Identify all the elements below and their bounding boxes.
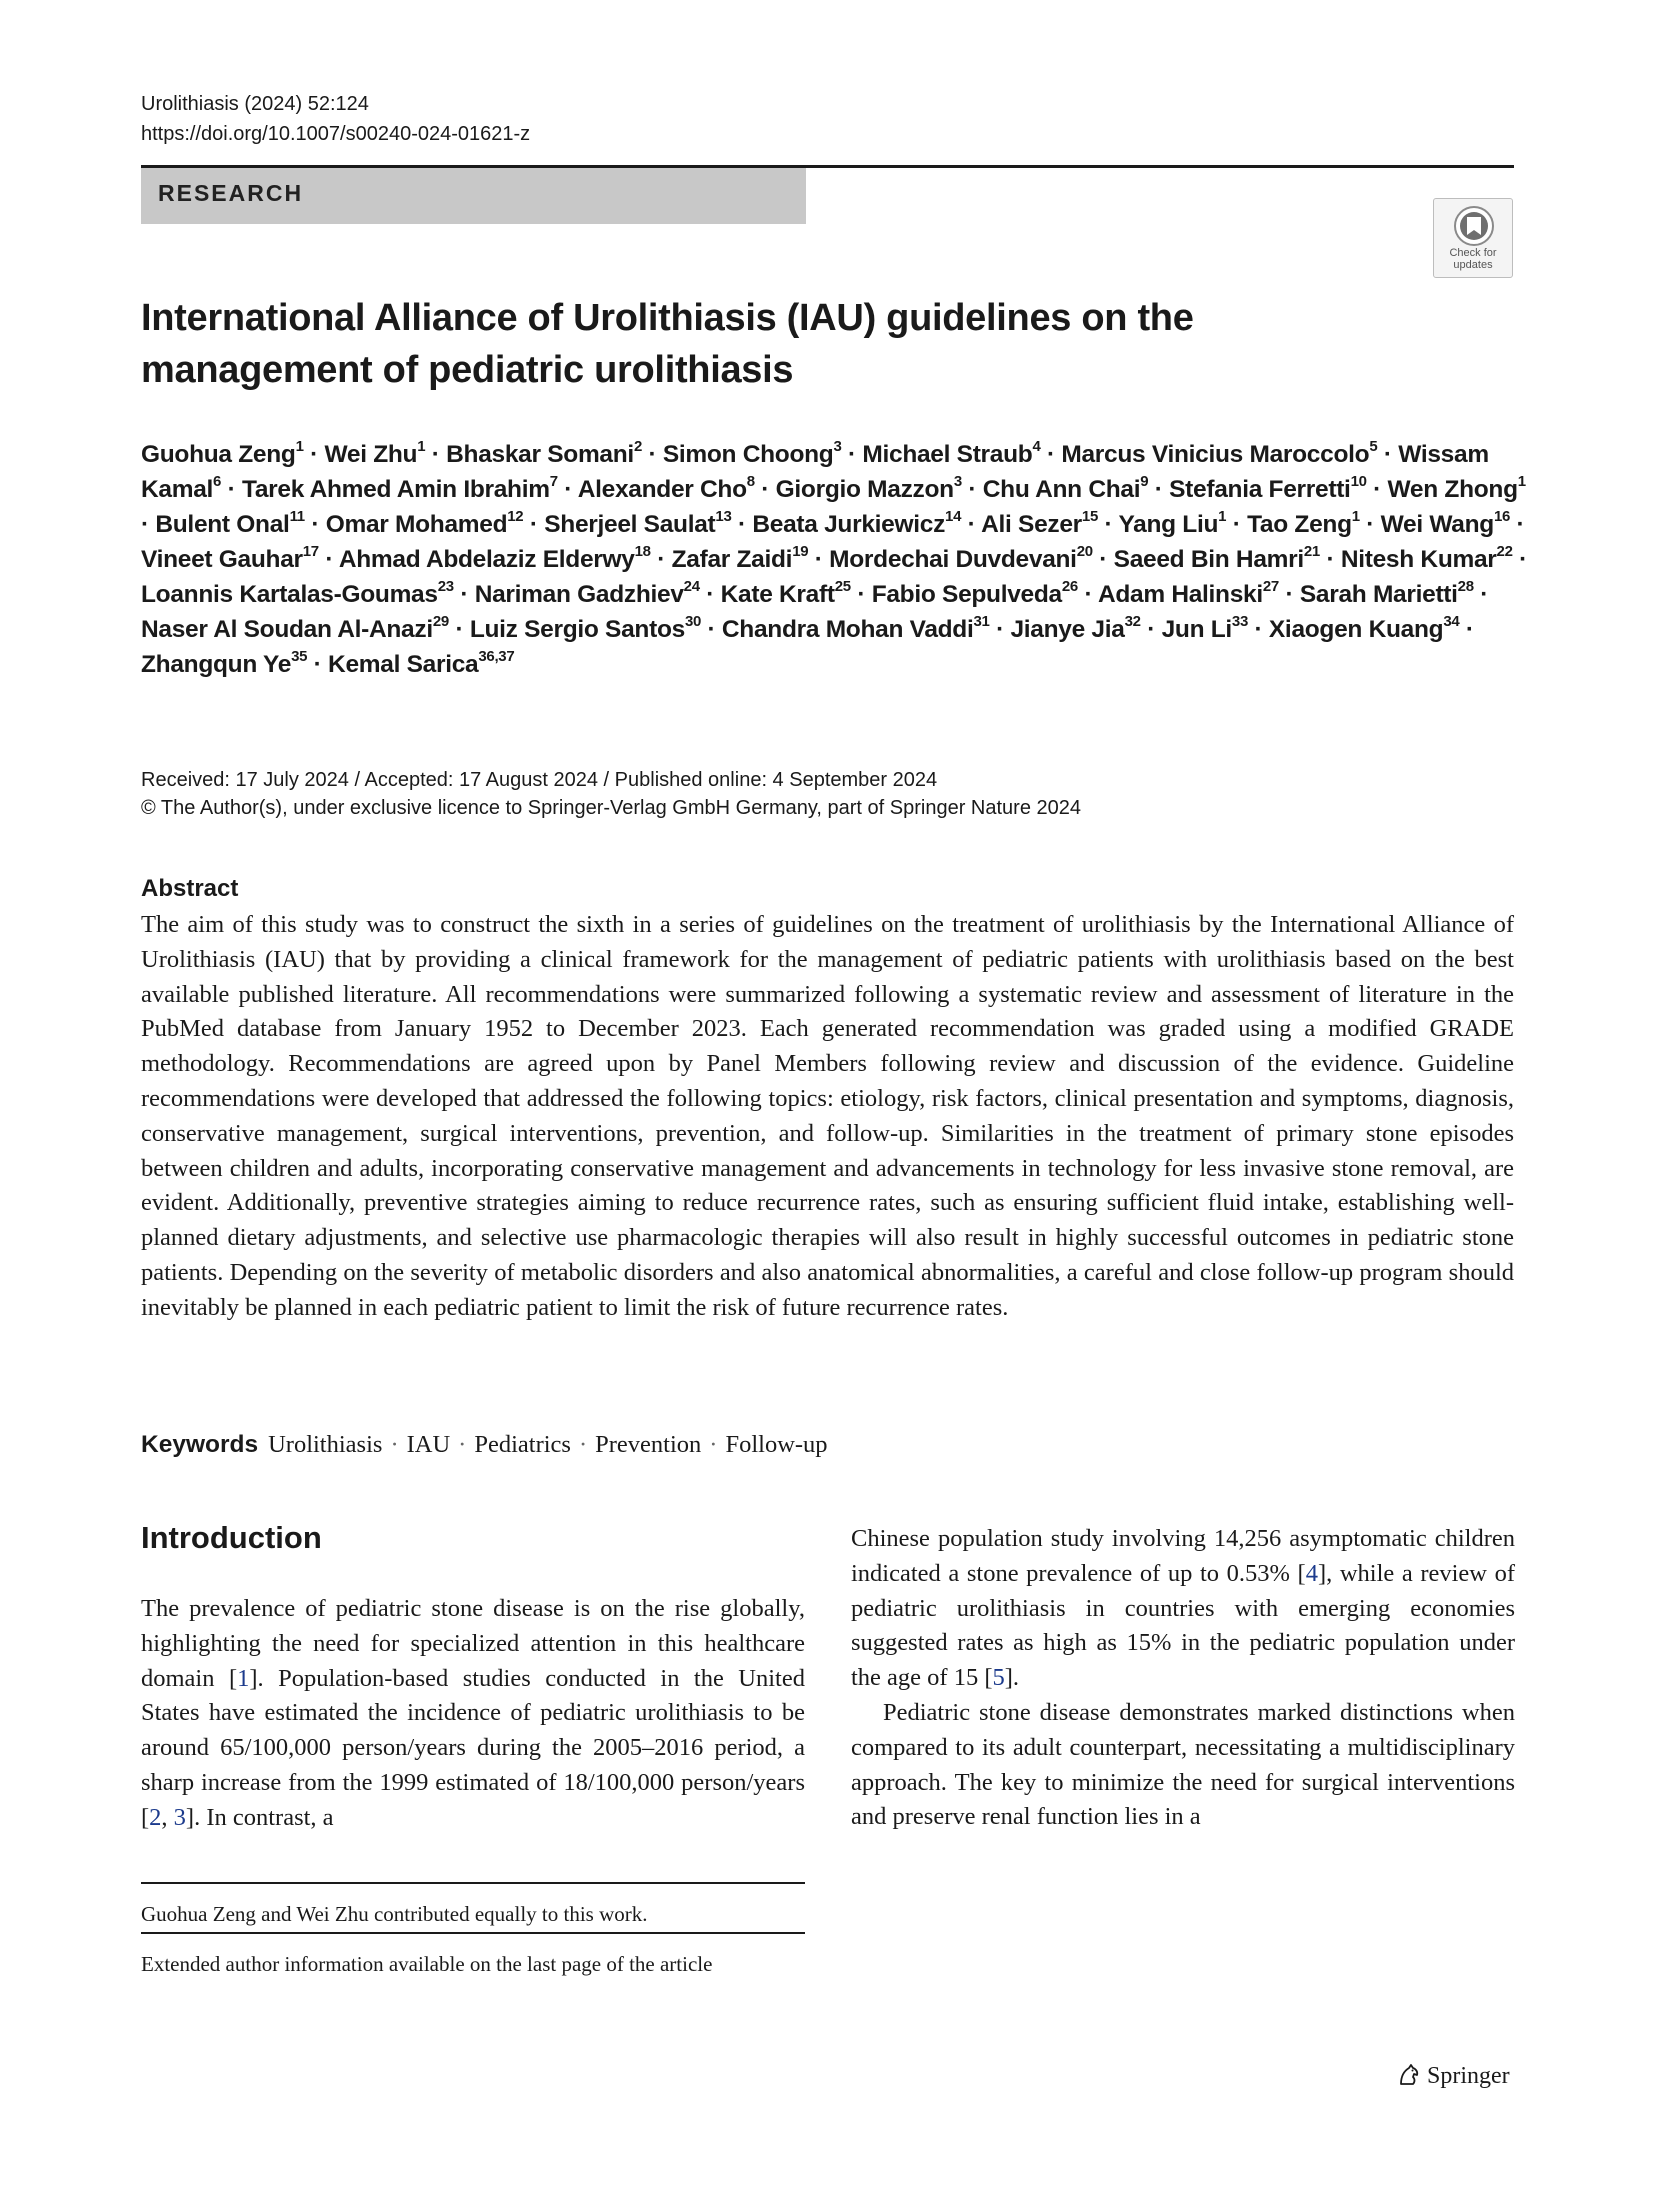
doi-link[interactable]: https://doi.org/10.1007/s00240-024-01621-z <box>141 123 531 145</box>
journal-header <box>141 89 530 149</box>
author-name: Loannis Kartalas-Goumas <box>141 581 438 608</box>
check-for-updates-line1: Check for <box>1449 247 1497 259</box>
footnote-rule <box>141 1882 805 1884</box>
author-name: Michael Straub <box>862 441 1033 468</box>
author-name: Omar Mohamed <box>325 511 508 538</box>
affiliation-marker[interactable]: 34 <box>1443 612 1460 630</box>
affiliation-marker[interactable]: 31 <box>973 612 990 630</box>
author-name: Tarek Ahmed Amin Ibrahim <box>241 476 550 503</box>
equal-contribution-note: Guohua Zeng and Wei Zhu contributed equally to this work. <box>141 1902 648 1926</box>
copyright-line: © The Author(s), under exclusive licence to Springer-Verlag GmbH Germany, part of Springer Nature 2024 <box>141 797 1081 819</box>
citation-link[interactable]: 2 <box>149 1803 162 1831</box>
author-name: Kate Kraft <box>720 581 835 608</box>
check-for-updates-line2: updates <box>1453 259 1493 271</box>
affiliation-marker[interactable]: 5 <box>1369 437 1378 455</box>
author-name: Naser Al Soudan Al-Anazi <box>141 616 433 643</box>
affiliation-marker[interactable]: 11 <box>289 507 305 525</box>
keyword-separator: · <box>390 1431 399 1458</box>
keyword: IAU <box>406 1431 451 1458</box>
affiliation-marker[interactable]: 3 <box>953 472 962 490</box>
author-name: Jun Li <box>1161 616 1232 643</box>
affiliation-marker[interactable]: 6 <box>213 472 222 490</box>
affiliation-marker[interactable]: 1 <box>1351 507 1360 525</box>
author-list: Guohua Zeng$^1$ · Wei Zhu$^1$ · Bhaskar Somani$^2$ · Simon Choong$^3$ · Michael Straub$^4$ · Marcus Vinicius Maroccolo$^5$ · Wissam Kamal$^6$ · Tarek Ahmed Amin Ibrahim$^7$ · Alexander Cho$^8$ · Giorgio Mazzon$^3$ · Chu Ann Chai$^9$ · Stefania Ferretti$^{10}$ · Wen Zhong$^1$ · Bulent Onal$^{11}$ · Omar Mohamed$^{12}$ · Sherjeel Saulat$^{13}$ · Beata Jurkiewicz$^{14}$ · Ali Sezer$^{15}$ · Yang Liu$^1$ · Tao Zeng$^1$ · Wei Wang$^{16}$ · Vineet Gauhar$^{17}$ · Ahmad Abdelaziz Elderwy$^{18}$ · Zafar Zaidi$^{19}$ · Mordechai Duvdevani$^{20}$ · Saeed Bin Hamri$^{21}$ · Nitesh Kumar$^{22}$ · Loannis Kartalas-Goumas$^{23}$ · Nariman Gadzhiev$^{24}$ · Kate Kraft$^{25}$ · Fabio Sepulveda$^{26}$ · Adam Halinski$^{27}$ · Sarah Marietti$^{28}$ · Naser Al Soudan Al-Anazi$^{29}$ · Luiz Sergio Santos$^{30}$ · Chandra Mohan Vaddi$^{31}$ · Jianye Jia$^{32}$ · Jun $Li^{33}$ · Xiaogen Kuang$^{34}$ · Zhangqun $Ye^{35}$ · Kemal Sarica$^{36,37}$ <box>141 437 1527 678</box>
author-name: Zafar Zaidi <box>671 546 793 573</box>
author-name: Luiz Sergio Santos <box>469 616 685 643</box>
abstract-heading: Abstract <box>141 875 239 902</box>
affiliation-marker[interactable]: 27 <box>1262 577 1279 595</box>
author-name: Fabio Sepulveda <box>871 581 1062 608</box>
author-name: Xiaogen Kuang <box>1268 616 1444 643</box>
author-name: Guohua Zeng <box>141 441 296 468</box>
affiliation-marker[interactable]: 20 <box>1076 542 1093 560</box>
intro-text: ]. In contrast, a <box>185 1803 334 1831</box>
check-for-updates-badge[interactable] <box>1433 198 1513 278</box>
citation-link[interactable]: 5 <box>992 1664 1005 1692</box>
author-name: Kemal Sarica <box>328 651 479 678</box>
intro-text: ], while a review of pediatric urolithiasis in countries with emerging economies suggested rates as high as 15% in the pediatric population under the age of 15 [ <box>851 1559 1515 1692</box>
citation-link[interactable]: 4 <box>1305 1559 1318 1587</box>
affiliation-marker[interactable]: 8 <box>746 472 755 490</box>
article-title: International Alliance of Urolithiasis (IAU) guidelines on the management of pediatric urolithiasis <box>141 297 1194 391</box>
author-name: Wissam Kamal <box>141 441 1489 503</box>
affiliation-marker[interactable]: 24 <box>683 577 700 595</box>
author-name: Alexander Cho <box>577 476 747 503</box>
citation-link[interactable]: 1 <box>237 1664 250 1692</box>
affiliation-marker[interactable]: 12 <box>507 507 524 525</box>
affiliation-marker[interactable]: 28 <box>1457 577 1474 595</box>
affiliation-marker[interactable]: 21 <box>1303 542 1320 560</box>
affiliation-marker[interactable]: 1 <box>295 437 304 455</box>
author-name: Wei Zhu <box>324 441 418 468</box>
article-type-label: RESEARCH <box>158 180 304 206</box>
affiliation-marker[interactable]: 23 <box>437 577 454 595</box>
keyword: Prevention <box>595 1431 702 1458</box>
keyword-separator: · <box>458 1431 467 1458</box>
affiliation-marker[interactable]: 14 <box>945 507 962 525</box>
affiliation-marker[interactable]: 25 <box>834 577 851 595</box>
keyword-separator: · <box>709 1431 718 1458</box>
article-dates <box>141 766 1081 822</box>
author-name: Chu Ann Chai <box>982 476 1141 503</box>
affiliation-marker[interactable]: 13 <box>715 507 732 525</box>
keyword: Pediatrics <box>474 1431 571 1458</box>
affiliation-marker[interactable]: 7 <box>549 472 558 490</box>
affiliation-marker[interactable]: 1 <box>1218 507 1227 525</box>
affiliation-marker[interactable]: 36,37 <box>478 647 515 665</box>
author-name: Beata Jurkiewicz <box>752 511 946 538</box>
keyword: Follow-up <box>725 1431 828 1458</box>
author-name: Ahmad Abdelaziz Elderwy <box>338 546 635 573</box>
affiliation-marker[interactable]: 9 <box>1140 472 1149 490</box>
introduction-heading: Introduction <box>141 1520 322 1555</box>
affiliation-marker[interactable]: 35 <box>291 647 308 665</box>
author-name: Stefania Ferretti <box>1169 476 1351 503</box>
affiliation-marker[interactable]: 17 <box>302 542 319 560</box>
author-name: Sherjeel Saulat <box>544 511 716 538</box>
introduction-paragraph-1-continued <box>851 1522 1515 1696</box>
author-name: Adam Halinski <box>1097 581 1263 608</box>
intro-text: , <box>161 1803 174 1831</box>
author-name: Vineet Gauhar <box>141 546 303 573</box>
affiliation-marker[interactable]: 2 <box>633 437 642 455</box>
affiliation-marker[interactable]: 22 <box>1496 542 1513 560</box>
affiliation-marker[interactable]: 26 <box>1061 577 1078 595</box>
check-for-updates-icon <box>1451 205 1497 247</box>
affiliation-marker[interactable]: 3 <box>833 437 842 455</box>
intro-text: ]. <box>1004 1664 1020 1692</box>
author-name: Yang Liu <box>1118 511 1219 538</box>
springer-horse-icon <box>1396 2062 1422 2088</box>
author-name: Saeed Bin Hamri <box>1113 546 1304 573</box>
publisher-name: Springer <box>1427 2063 1510 2089</box>
intro-text: ]. Population-based studies conducted in the United States have estimated the incidence of pediatric urolithiasis to be around 65/100,000 person/years during the 2005–2016 period, a sharp increase from the 1999 estimated of 18/100,000 person/years [ <box>141 1664 805 1831</box>
affiliation-marker[interactable]: 10 <box>1350 472 1367 490</box>
author-name: Simon Choong <box>662 441 834 468</box>
publisher-logo <box>1396 2058 1510 2094</box>
author-name: Zhangqun Ye <box>141 651 292 678</box>
affiliation-marker[interactable]: 15 <box>1081 507 1098 525</box>
affiliation-marker[interactable]: 29 <box>432 612 449 630</box>
author-name: Ali Sezer <box>981 511 1082 538</box>
abstract-text: The aim of this study was to construct the sixth in a series of guidelines on the treatment of urolithiasis by the International Alliance of Urolithiasis (IAU) that by providing a clinical framework for the management of pediatric patients with urolithiasis based on the best available published literature. All recommendations were summarized following a systematic review and assessment of literature in the PubMed database from January 1952 to December 2023. Each generated recommendation was graded using a modified GRADE methodology. Recommendations are agreed upon by Panel Members following review and discussion of the evidence. Guideline recommendations were developed that addressed the following topics: etiology, risk factors, clinical presentation and symptoms, diagnosis, conservative management, surgical interventions, prevention, and follow-up. Similarities in the treatment of primary stone episodes between children and adults, incorporating conservative management and advancements in technology for less invasive stone removal, are evident. Additionally, preventive strategies aiming to reduce recurrence rates, such as ensuring sufficient fluid intake, establishing well-planned dietary adjustments, and selective use pharmacologic therapies will also result in highly successful outcomes in pediatric stone patients. Depending on the severity of metabolic disorders and also anatomical abnormalities, a careful and close follow-up program should inevitably be planned in each pediatric patient to limit the risk of future recurrence rates. <box>141 911 1514 1321</box>
affiliation-marker[interactable]: 33 <box>1231 612 1249 630</box>
keyword: Urolithiasis <box>268 1431 383 1458</box>
affiliation-marker[interactable]: 4 <box>1032 437 1041 455</box>
journal-citation: Urolithiasis (2024) 52:124 <box>141 93 369 115</box>
keyword-separator: · <box>578 1431 588 1458</box>
keywords-line <box>141 1428 828 1462</box>
author-name: Nitesh Kumar <box>1340 546 1497 573</box>
check-for-updates-text <box>1434 247 1512 271</box>
author-name: Jianye Jia <box>1010 616 1125 643</box>
intro-text: Chinese population study involving 14,256 asymptomatic children indicated a stone prevalence of up to 0.53% [ <box>851 1525 1515 1587</box>
affiliation-marker[interactable]: 30 <box>684 612 702 630</box>
extended-author-note: Extended author information available on the last page of the article <box>141 1952 713 1976</box>
intro-text: The prevalence of pediatric stone disease is on the rise globally, highlighting the need for specialized attention in this healthcare domain [ <box>141 1595 805 1692</box>
author-name: Wen Zhong <box>1387 476 1518 503</box>
author-name: Bhaskar Somani <box>446 441 634 468</box>
author-name: Wei Wang <box>1380 511 1494 538</box>
author-name: Giorgio Mazzon <box>775 476 954 503</box>
author-name: Tao Zeng <box>1247 511 1352 538</box>
footnote-rule <box>141 1932 805 1934</box>
affiliation-marker[interactable]: 16 <box>1493 507 1511 525</box>
author-name: Marcus Vinicius Maroccolo <box>1061 441 1370 468</box>
affiliation-marker[interactable]: 1 <box>417 437 426 455</box>
author-name: Sarah Marietti <box>1299 581 1458 608</box>
affiliation-marker[interactable]: 1 <box>1517 472 1526 490</box>
introduction-paragraph-2: Pediatric stone disease demonstrates marked distinctions when compared to its adult counterpart, necessitating a multidisciplinary approach. The key to minimize the need for surgical interventions and preserve renal function lies in a <box>851 1699 1515 1831</box>
publication-history: Received: 17 July 2024 / Accepted: 17 August 2024 / Published online: 4 September 2024 <box>141 769 938 791</box>
author-name: Bulent Onal <box>155 511 290 538</box>
affiliation-marker[interactable]: 18 <box>634 542 651 560</box>
citation-link[interactable]: 3 <box>173 1803 186 1831</box>
affiliation-marker[interactable]: 19 <box>792 542 809 560</box>
keywords-label: Keywords <box>141 1431 259 1458</box>
author-name: Chandra Mohan Vaddi <box>721 616 974 643</box>
author-name: Mordechai Duvdevani <box>829 546 1077 573</box>
affiliation-marker[interactable]: 32 <box>1124 612 1141 630</box>
author-name: Nariman Gadzhiev <box>474 581 684 608</box>
introduction-paragraph-1 <box>141 1592 805 1836</box>
keywords-list <box>268 1431 827 1458</box>
